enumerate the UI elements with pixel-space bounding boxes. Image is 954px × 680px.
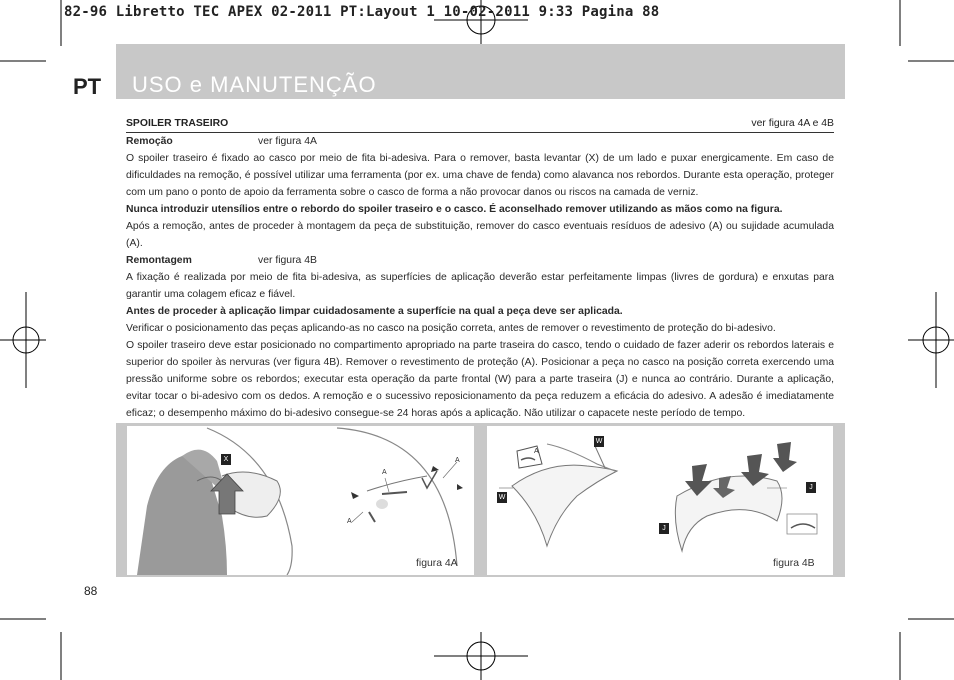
label-w: W <box>595 438 603 445</box>
mounting-paragraph-2: Verificar o posicionamento das peças aplicando-as no casco na posição correta, antes de remover o revestimento de proteção do bi-adesivo. <box>126 323 776 334</box>
mounting-label: Remontagem <box>126 255 192 266</box>
removal-ref: ver figura 4A <box>258 136 317 147</box>
label-j: J <box>659 523 669 534</box>
removal-label: Remoção <box>126 136 173 147</box>
section-title: SPOILER TRASEIRO <box>126 118 229 129</box>
mounting-ref: ver figura 4B <box>258 255 317 266</box>
removal-paragraph-2: Após a remoção, antes de proceder à montagem da peça de substituição, remover do casco eventuais resíduos de adesivo (A) ou sujidade acumulada (A). <box>126 221 834 249</box>
label-w: W <box>498 494 506 501</box>
label-j: J <box>806 482 816 493</box>
mounting-heading <box>126 252 834 269</box>
figure-4a-illustration <box>127 426 474 575</box>
removal-heading <box>126 133 834 150</box>
removal-warning: Nunca introduzir utensílios entre o rebordo do spoiler traseiro e o casco. É aconselhado remover utilizando as mãos como na figura. <box>126 204 783 215</box>
figure-4b <box>487 426 833 575</box>
label-a: A <box>534 448 539 455</box>
mounting-paragraph-3: O spoiler traseiro deve estar posicionado no compartimento apropriado na parte traseira do casco, tendo o cuidado de fazer aderir os rebordos laterais e superior do spoiler às nervuras (ver figura 4B). Remover o revestimento de proteção (A). Posicionar a peça no casco na posição correta exercendo uma pressão uniforme sobre os rebordos; executar esta operação da parte frontal (W) para a parte traseira (J) e nunca ao contrário. Durante a aplicação, evitar tocar o bi-adesivo com os dedos. A remoção e o sucessivo reposicionamento da peça reduzem a eficácia do adesivo. A adesão é imediatamente eficaz; o desempenho máximo do bi-adesivo consegue-se 24 horas após a aplicação. Não utilizar o capacete neste período de tempo. <box>126 340 834 419</box>
page-title: USO e MANUTENÇÃO <box>132 72 377 97</box>
removal-paragraph: O spoiler traseiro é fixado ao casco por meio de fita bi-adesiva. Para o remover, basta levantar (X) de um lado e puxar energicamente. Em caso de dificuldades na remoção, é possível utilizar uma ferramenta (por ex. uma chave de fenda) como alavanca nos rebordos. Durante esta operação, proteger com um pano o ponto de apoio da ferramenta sobre o casco de forma a não provocar danos ou riscos na camada de verniz. <box>126 153 834 198</box>
figure-4a-caption: figura 4A <box>416 558 458 569</box>
label-a: A <box>455 457 460 464</box>
page-number: 88 <box>84 584 98 598</box>
figure-4b-caption: figura 4B <box>773 558 815 569</box>
label-a: A <box>347 518 352 525</box>
section-header <box>126 116 834 133</box>
mounting-warning: Antes de proceder à aplicação limpar cuidadosamente a superfície na qual a peça deve ser aplicada. <box>126 306 623 317</box>
language-code: PT <box>73 74 102 99</box>
print-slug: 82-96 Libretto TEC APEX 02-2011 PT:Layout 1 10-02-2011 9:33 Pagina 88 <box>64 4 660 20</box>
section-figure-ref: ver figura 4A e 4B <box>751 118 834 129</box>
figure-4a <box>127 426 474 575</box>
label-x: X <box>221 454 231 465</box>
body-text <box>126 133 834 422</box>
mounting-paragraph: A fixação é realizada por meio de fita bi-adesiva, as superfícies de aplicação deverão estar perfeitamente limpas (livres de gordura) e enxutas para garantir uma colagem eficaz e fiável. <box>126 272 834 300</box>
label-a: A <box>382 469 387 476</box>
